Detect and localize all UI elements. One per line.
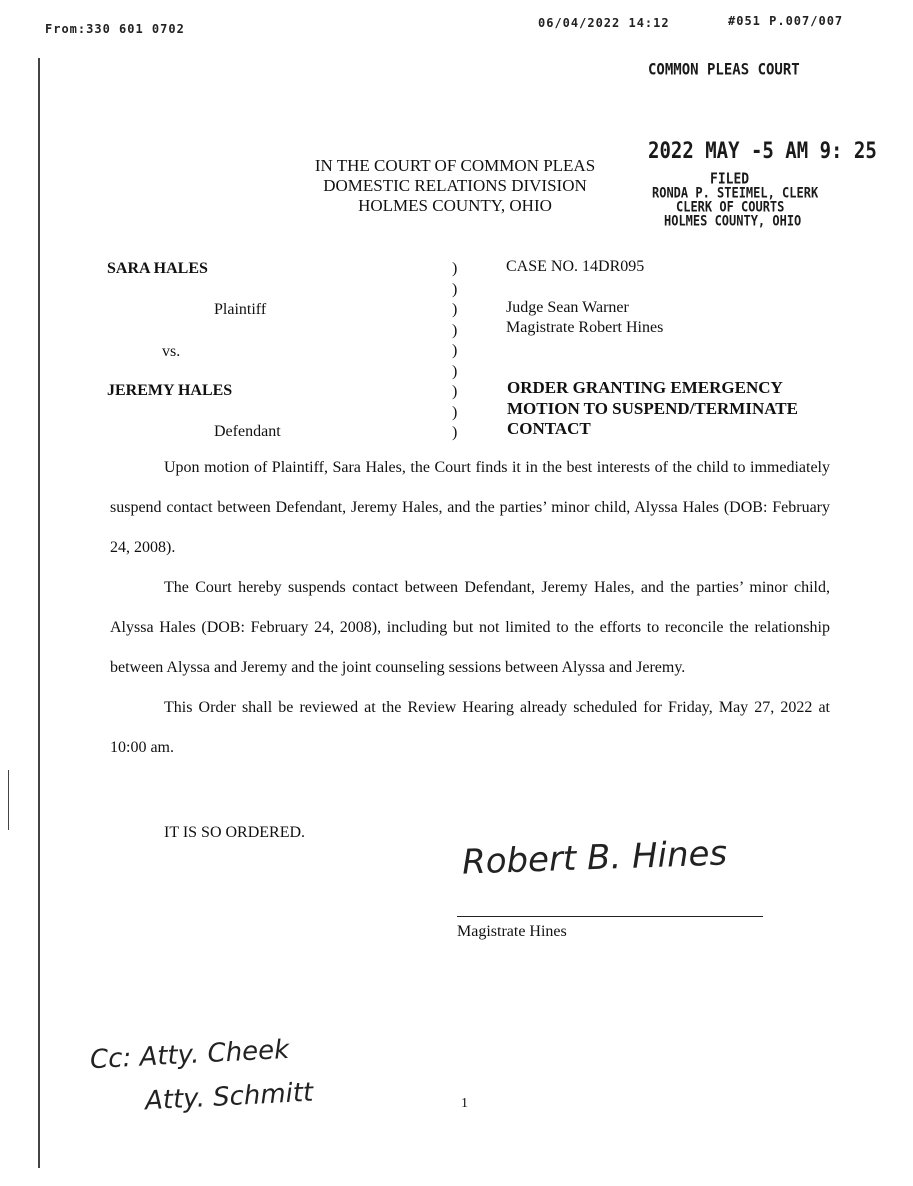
order-title-line2: MOTION TO SUSPEND/TERMINATE: [507, 398, 798, 418]
stamp-county: HOLMES COUNTY, OHIO: [664, 212, 802, 230]
page-number: 1: [461, 1096, 468, 1111]
caption-paren: ): [452, 321, 458, 339]
order-title: [507, 378, 798, 440]
cc-note-line2: Atty. Schmitt: [144, 1077, 314, 1117]
caption-paren: ): [452, 280, 458, 298]
caption-paren: ): [452, 301, 458, 318]
fax-from: From:330 601 0702: [45, 22, 185, 36]
stamp-filed: FILED: [710, 170, 750, 189]
caption-paren: ): [452, 383, 458, 400]
signature: Robert B. Hines: [461, 833, 728, 883]
court-heading-line2: DOMESTIC RELATIONS DIVISION: [323, 176, 587, 195]
fax-page: #051 P.007/007: [728, 14, 844, 28]
versus-label: vs.: [162, 343, 181, 360]
caption-paren: ): [452, 362, 458, 380]
court-heading-line3: HOLMES COUNTY, OHIO: [358, 196, 552, 215]
stamp-court: COMMON PLEAS COURT: [648, 60, 800, 80]
judge-name: Judge Sean Warner: [506, 299, 629, 316]
caption-paren: ): [452, 260, 458, 277]
plaintiff-name: SARA HALES: [107, 260, 208, 277]
order-title-line3: CONTACT: [507, 419, 591, 438]
order-body: [110, 448, 830, 768]
body-paragraph-1: Upon motion of Plaintiff, Sara Hales, the Court finds it in the best interests of the child to immediately suspend contact between Defendant, Jeremy Hales, and the parties’ minor child, Alyssa Hales (DOB: February 24, 2008).: [110, 459, 830, 556]
cc-note-line1: Cc: Atty. Cheek: [89, 1034, 290, 1076]
signature-line: [457, 916, 763, 917]
stamp-clerk-name: RONDA P. STEIMEL, CLERK: [652, 184, 819, 202]
so-ordered: IT IS SO ORDERED.: [164, 824, 306, 841]
defendant-label: Defendant: [214, 423, 281, 440]
order-title-line1: ORDER GRANTING EMERGENCY: [507, 378, 783, 397]
defendant-name: JEREMY HALES: [107, 382, 233, 399]
magistrate-name: Magistrate Robert Hines: [506, 319, 664, 336]
body-paragraph-2: The Court hereby suspends contact between Defendant, Jeremy Hales, and the parties’ minor child, Alyssa Hales (DOB: February 24, 2008), including but not limited to the efforts to reconcile the relationship between Alyssa and Jeremy and the joint counseling sessions between Alyssa and Jeremy.: [110, 579, 830, 676]
fax-datetime: 06/04/2022 14:12: [538, 16, 670, 30]
stamp-clerk-title: CLERK OF COURTS: [676, 198, 785, 216]
signature-label: Magistrate Hines: [457, 923, 567, 940]
caption-paren: ): [452, 342, 458, 359]
caption-paren: ): [452, 403, 458, 421]
caption-divider: [452, 259, 464, 444]
case-number: CASE NO. 14DR095: [506, 258, 645, 275]
left-margin-line: [38, 58, 40, 1168]
stamp-date: 2022 MAY -5 AM 9: 25: [648, 138, 877, 164]
body-paragraph-3: This Order shall be reviewed at the Review Hearing already scheduled for Friday, May 27, 2022 at 10:00 am.: [110, 699, 830, 756]
court-heading-line1: IN THE COURT OF COMMON PLEAS: [314, 156, 596, 175]
court-heading: [285, 156, 625, 216]
left-scan-mark: [8, 770, 9, 830]
caption-paren: ): [452, 424, 458, 441]
plaintiff-label: Plaintiff: [214, 301, 267, 318]
